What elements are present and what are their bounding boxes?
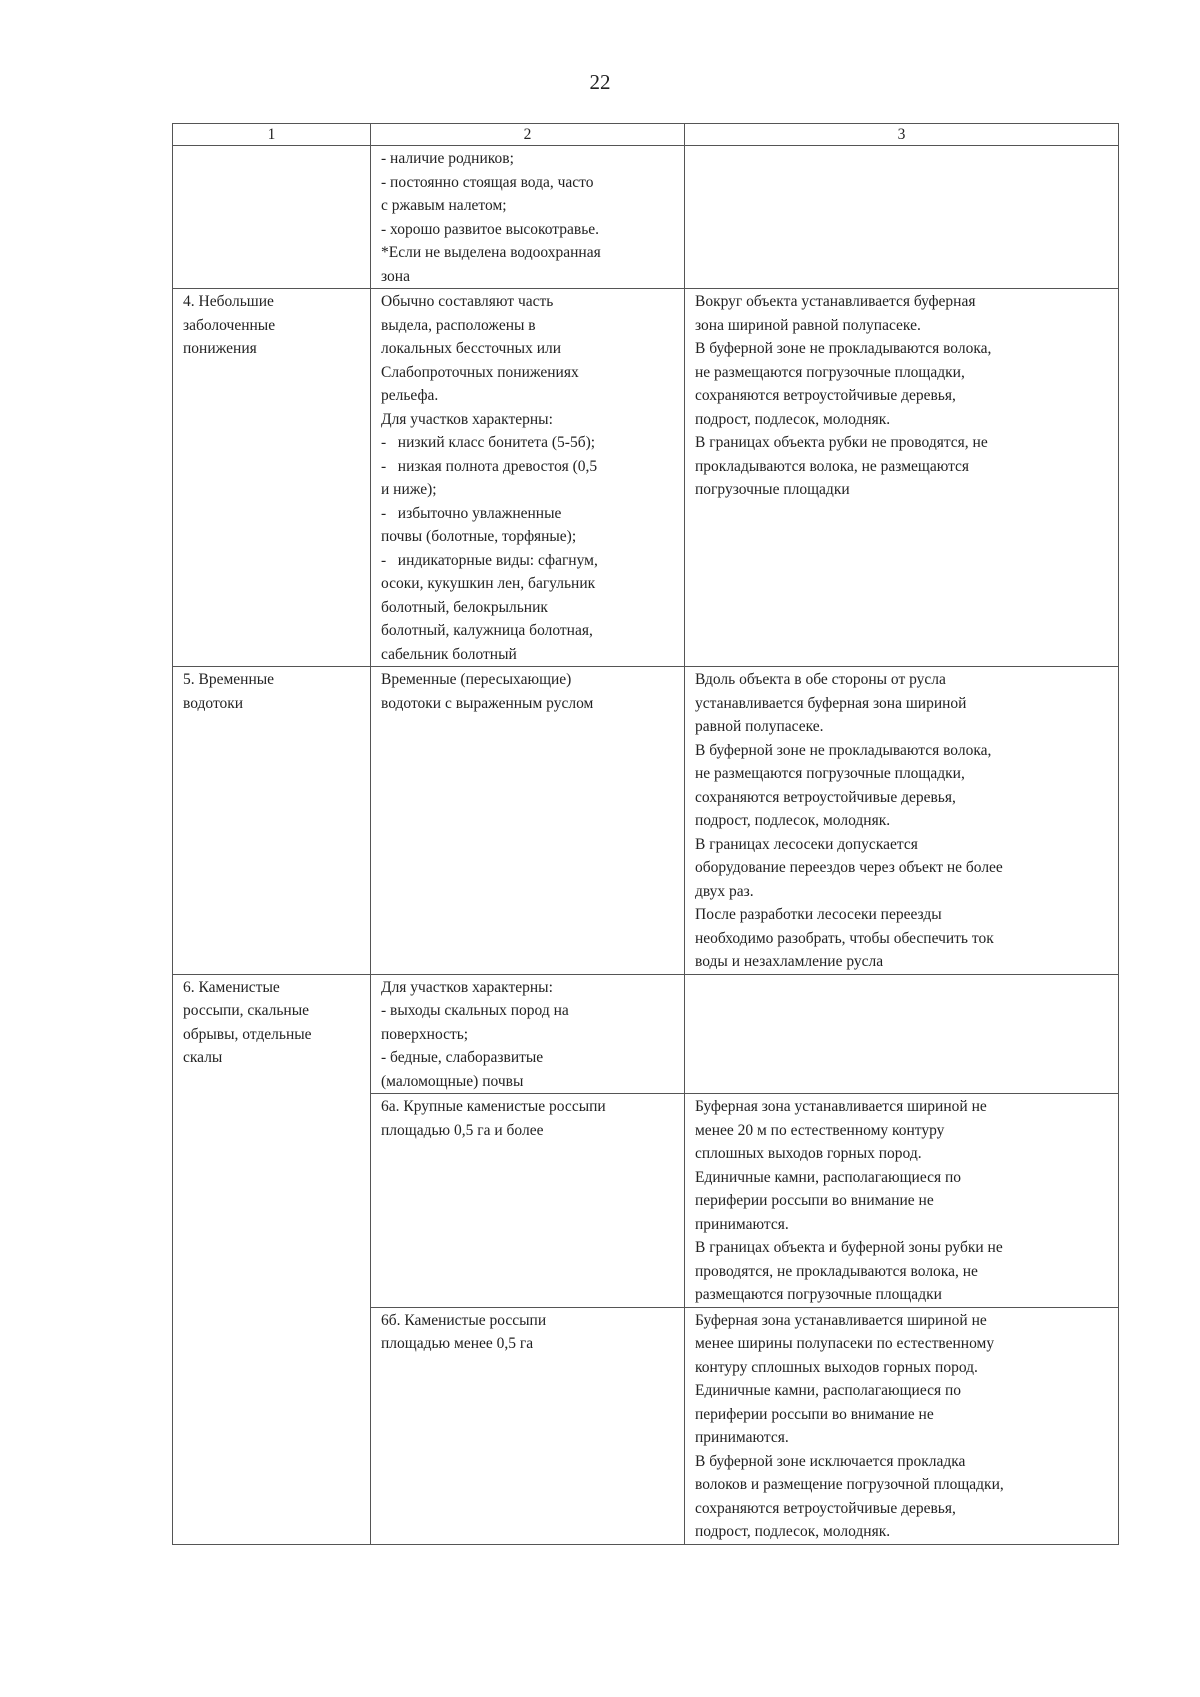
table-header-row	[173, 124, 1119, 146]
text-line: принимаются.	[695, 1215, 789, 1233]
text-line: *Если не выделена водоохранная	[381, 244, 601, 261]
text-line: сохраняются ветроустойчивые деревья,	[695, 1499, 956, 1517]
row-4-measures	[685, 289, 1119, 667]
document-table	[172, 123, 1119, 1545]
text-line: 5. Временные	[183, 671, 275, 688]
text-line: устанавливается буферная зона шириной	[695, 694, 967, 712]
table-row	[173, 289, 1119, 667]
text-line: площадью 0,5 га и более	[381, 1121, 544, 1139]
row-continued-features	[371, 146, 685, 289]
text-line: подрост, подлесок, молодняк.	[695, 812, 891, 829]
text-line: необходимо разобрать, чтобы обеспечить ток	[695, 929, 994, 947]
text-line: площадью менее 0,5 га	[381, 1335, 534, 1352]
text-line: рельефа.	[381, 387, 439, 404]
text-line: болотный, калужница болотная,	[381, 622, 593, 639]
text-line: равной полупасеке.	[695, 718, 824, 735]
column-header-3: 3	[685, 124, 1119, 146]
text-line: периферии россыпи во внимание не	[695, 1192, 934, 1209]
row-4-name	[173, 289, 371, 667]
text-line: - постоянно стоящая вода, часто	[381, 173, 594, 191]
row-6a-features	[371, 1094, 685, 1308]
text-line: сплошных выходов горных пород.	[695, 1145, 922, 1162]
text-line: размещаются погрузочные площадки	[695, 1286, 942, 1303]
text-line: менее ширины полупасеки по естественному	[695, 1335, 995, 1352]
text-line: Единичные камни, располагающиеся по	[695, 1382, 962, 1399]
text-line: и ниже);	[381, 481, 437, 498]
text-line: погрузочные площадки	[695, 481, 850, 498]
text-line: оборудование переездов через объект не более	[695, 859, 1003, 876]
text-line: Вокруг объекта устанавливается буферная	[695, 293, 976, 310]
text-line: не размещаются погрузочные площадки,	[695, 765, 965, 782]
text-line: контуру сплошных выходов горных пород.	[695, 1358, 978, 1376]
text-line: болотный, белокрыльник	[381, 598, 548, 616]
text-line: - хорошо развитое высокотравье.	[381, 220, 600, 238]
text-line: осоки, кукушкин лен, багульник	[381, 575, 596, 592]
text-line: обрывы, отдельные	[183, 1025, 312, 1043]
text-line: Для участков характерны:	[381, 978, 553, 996]
text-line: - бедные, слаборазвитые	[381, 1049, 544, 1066]
text-line: прокладываются волока, не размещаются	[695, 457, 970, 475]
text-line: - избыточно увлажненные	[381, 504, 562, 522]
text-line: не размещаются погрузочные площадки,	[695, 363, 965, 381]
text-line: Буферная зона устанавливается шириной не	[695, 1311, 987, 1329]
text-line: - низкий класс бонитета (5-5б);	[381, 434, 596, 451]
text-line: выдела, расположены в	[381, 316, 536, 334]
row-5-measures	[685, 667, 1119, 975]
table-row	[173, 146, 1119, 289]
row-continued-name	[173, 146, 371, 289]
text-line: В буферной зоне не прокладываются волока,	[695, 741, 992, 759]
text-line: Вдоль объекта в обе стороны от русла	[695, 671, 946, 688]
text-line: - наличие родников;	[381, 150, 514, 167]
row-6-name	[173, 974, 371, 1544]
row-6b-measures	[685, 1307, 1119, 1544]
row-continued-measures	[685, 146, 1119, 289]
text-line: В границах объекта рубки не проводятся, не	[695, 434, 988, 451]
row-6-features	[371, 974, 685, 1094]
text-line: скалы	[183, 1049, 223, 1066]
row-5-features	[371, 667, 685, 975]
text-line: с ржавым налетом;	[381, 197, 507, 214]
text-line: 6. Каменистые	[183, 978, 280, 996]
row-4-features	[371, 289, 685, 667]
row-6b-features	[371, 1307, 685, 1544]
row-6a-measures	[685, 1094, 1119, 1308]
text-line: (маломощные) почвы	[381, 1072, 524, 1090]
text-line: воды и незахламление русла	[695, 953, 884, 970]
text-line: понижения	[183, 340, 257, 357]
text-line: двух раз.	[695, 882, 754, 900]
column-header-1: 1	[173, 124, 371, 146]
row-5-name	[173, 667, 371, 975]
text-line: менее 20 м по естественному контуру	[695, 1121, 945, 1139]
text-line: - низкая полнота древостоя (0,5	[381, 457, 598, 475]
text-line: Временные (пересыхающие)	[381, 671, 572, 688]
text-line: принимаются.	[695, 1429, 789, 1446]
text-line: заболоченные	[183, 316, 276, 334]
text-line: водотоки	[183, 694, 244, 712]
text-line: В буферной зоне не прокладываются волока,	[695, 340, 992, 357]
text-line: зона	[381, 267, 410, 285]
text-line: Для участков характерны:	[381, 410, 553, 428]
text-line: 6б. Каменистые россыпи	[381, 1311, 547, 1329]
text-line: сохраняются ветроустойчивые деревья,	[695, 387, 956, 404]
text-line: сохраняются ветроустойчивые деревья,	[695, 788, 956, 806]
text-line: водотоки с выраженным руслом	[381, 694, 594, 712]
text-line: 6а. Крупные каменистые россыпи	[381, 1098, 606, 1115]
table-row	[173, 667, 1119, 975]
text-line: проводятся, не прокладываются волока, не	[695, 1262, 978, 1280]
text-line: После разработки лесосеки переезды	[695, 906, 942, 923]
row-6-measures	[685, 974, 1119, 1094]
text-line: 4. Небольшие	[183, 293, 274, 310]
text-line: волоков и размещение погрузочной площадки,	[695, 1476, 1004, 1493]
text-line: В границах лесосеки допускается	[695, 835, 918, 853]
text-line: локальных бессточных или	[381, 340, 562, 357]
text-line: - выходы скальных пород на	[381, 1002, 569, 1019]
text-line: В границах объекта и буферной зоны рубки не	[695, 1239, 1003, 1256]
text-line: россыпи, скальные	[183, 1002, 309, 1019]
text-line: поверхность;	[381, 1025, 469, 1043]
text-line: Обычно составляют часть	[381, 293, 554, 310]
text-line: В буферной зоне исключается прокладка	[695, 1452, 966, 1470]
text-line: Единичные камни, располагающиеся по	[695, 1168, 962, 1186]
table-row	[173, 974, 1119, 1094]
text-line: сабельник болотный	[381, 645, 517, 663]
text-line: почвы (болотные, торфяные);	[381, 528, 577, 545]
text-line: Слабопроточных понижениях	[381, 363, 579, 381]
column-header-2: 2	[371, 124, 685, 146]
text-line: - индикаторные виды: сфагнум,	[381, 551, 598, 569]
text-line: зона шириной равной полупасеке.	[695, 316, 921, 334]
text-line: периферии россыпи во внимание не	[695, 1405, 934, 1423]
text-line: подрост, подлесок, молодняк.	[695, 1523, 891, 1540]
page-number: 22	[589, 70, 611, 94]
text-line: подрост, подлесок, молодняк.	[695, 410, 891, 428]
text-line: Буферная зона устанавливается шириной не	[695, 1098, 987, 1115]
